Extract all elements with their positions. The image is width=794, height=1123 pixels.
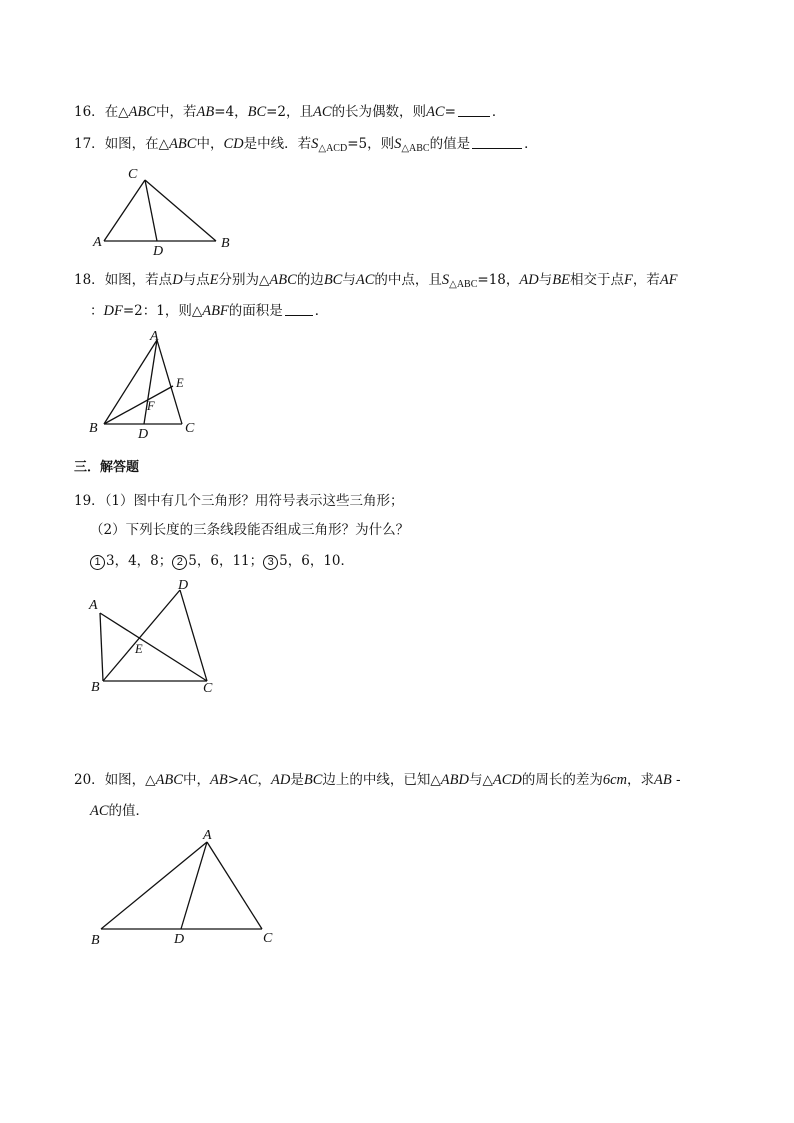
question-20-line2: AC的值． — [90, 803, 150, 819]
label-C: C — [263, 931, 273, 946]
figure-q18 — [86, 328, 206, 443]
question-16: 16．在△ABC中，若AB=4，BC=2，且AC的长为偶数，则AC= ． — [74, 104, 506, 120]
label-F: F — [147, 399, 155, 413]
label-E: E — [135, 642, 143, 656]
label-D: D — [178, 578, 189, 593]
label-D: D — [138, 427, 149, 442]
label-B: B — [91, 680, 100, 695]
question-18-line2: ：DF=2：1，则△ABF的面积是 ． — [90, 303, 329, 319]
question-19-options: 1 3，4，8； 2 5，6，11； 3 5，6，10． — [90, 552, 354, 570]
label-C: C — [203, 681, 213, 696]
figure-q19 — [86, 576, 226, 696]
question-19-part2: （2）下列长度的三条线段能否组成三角形？为什么？ — [90, 522, 410, 538]
label-B: B — [89, 421, 98, 436]
question-20: 20．如图，△ABC中，AB>AC，AD是BC边上的中线，已知△ABD与△ACD的周长的差为6cm，求AB - — [74, 772, 681, 788]
label-A: A — [93, 235, 102, 250]
label-C: C — [128, 167, 138, 182]
label-B: B — [91, 933, 100, 948]
section-title: 三．解答题 — [74, 460, 140, 475]
answer-blank — [285, 303, 313, 316]
answer-blank — [472, 136, 522, 149]
label-B: B — [221, 236, 230, 251]
question-18: 18．如图，若点D与点E分别为△ABC的边BC与AC的中点，且$S_{\triangle ABC}=18$，AD与BE相交于点F，若AF — [74, 272, 678, 290]
label-A: A — [150, 329, 159, 344]
answer-blank — [458, 104, 490, 117]
question-17: 17．如图，在△ABC中，CD是中线．若$S_{\triangle ACD}=5$，则$S_{\triangle ABC}$的值是 ． — [74, 136, 538, 154]
question-19: 19．（1）图中有几个三角形？用符号表示这些三角形； — [74, 493, 404, 509]
label-D: D — [153, 244, 164, 259]
label-A: A — [203, 828, 212, 843]
label-D: D — [174, 932, 185, 947]
label-A: A — [89, 598, 98, 613]
figure-q20 — [86, 824, 286, 949]
label-E: E — [176, 376, 184, 390]
figure-q17 — [88, 160, 248, 259]
label-C: C — [185, 421, 195, 436]
